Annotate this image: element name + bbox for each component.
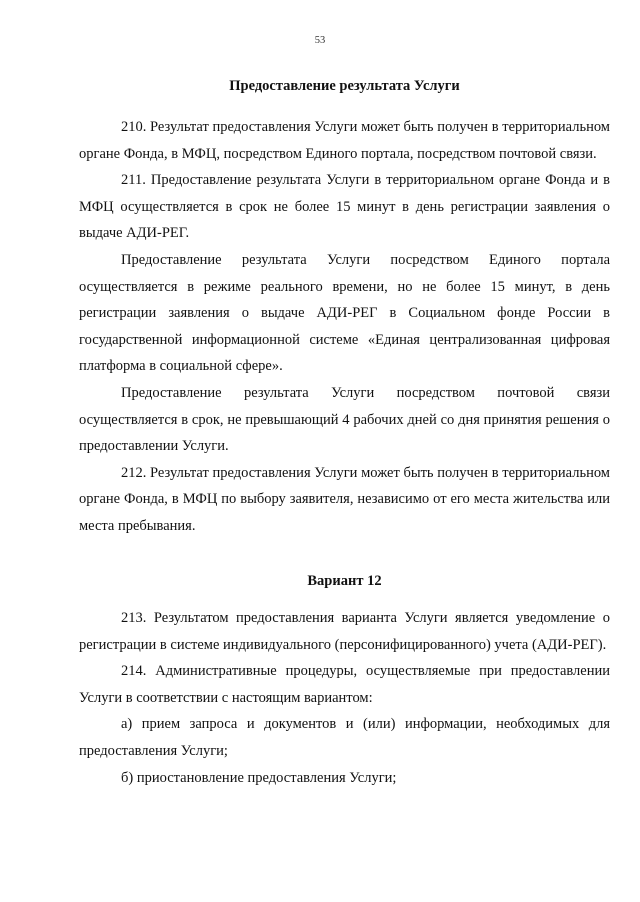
section-body-result [79, 114, 610, 540]
paragraph-portal: Предоставление результата Услуги посредством Единого портала осуществляется в режиме реального времени, но не более 15 минут, в день регистрации заявления о выдаче АДИ-РЕГ в Социальном фонде России в государственной информационной системе «Единая централизованная цифровая платформа в социальной сфере». [79, 251, 610, 375]
paragraph-212: 212. Результат предоставления Услуги может быть получен в территориальном органе Фонда, в МФЦ по выбору заявителя, независимо от его места жительства или места пребывания. [79, 464, 610, 534]
page-number: 53 [314, 35, 326, 46]
paragraph-213: 213. Результатом предоставления варианта Услуги является уведомление о регистрации в системе индивидуального (персонифицированного) учета (АДИ-РЕГ). [79, 610, 610, 653]
section-body-variant [79, 605, 610, 791]
list-item-b: б) приостановление предоставления Услуги; [121, 769, 397, 786]
paragraph-210: 210. Результат предоставления Услуги может быть получен в территориальном органе Фонда, в МФЦ, посредством Единого портала, посредством почтовой связи. [79, 119, 610, 162]
section-heading-variant: Вариант 12 [307, 573, 382, 589]
paragraph-211: 211. Предоставление результата Услуги в территориальном органе Фонда и в МФЦ осуществляется в срок не более 15 минут в день регистрации заявления о выдаче АДИ-РЕГ. [79, 172, 610, 242]
paragraph-214: 214. Административные процедуры, осуществляемые при предоставлении Услуги в соответствии с настоящим вариантом: [79, 663, 610, 706]
section-heading-result: Предоставление результата Услуги [229, 78, 460, 94]
paragraph-post: Предоставление результата Услуги посредством почтовой связи осуществляется в срок, не превышающий 4 рабочих дней со дня принятия решения о предоставлении Услуги. [79, 384, 610, 455]
list-item-a: а) прием запроса и документов и (или) информации, необходимых для предоставления Услуги; [79, 716, 610, 759]
